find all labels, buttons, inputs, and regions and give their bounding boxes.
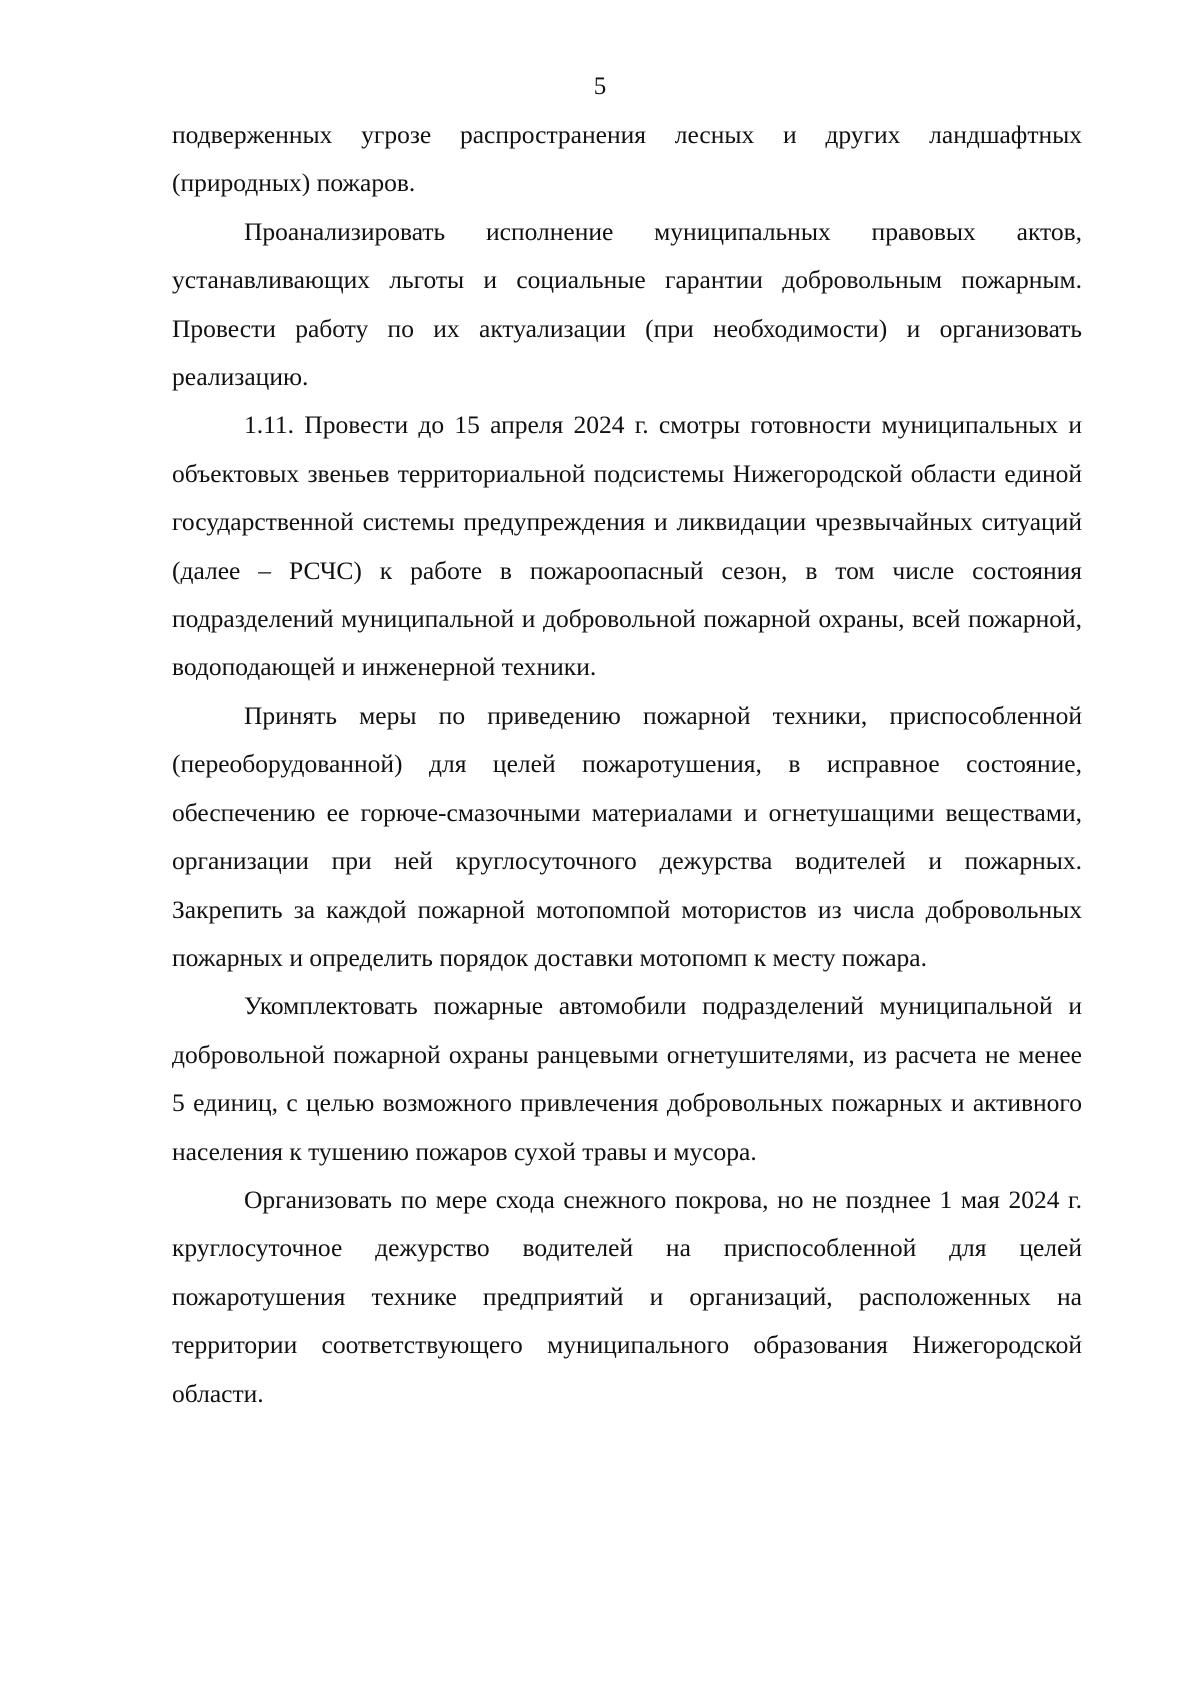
paragraph-continuation: подверженных угрозе распространения лесных и других ландшафтных (природных) пожаров. (172, 120, 1082, 198)
paragraph-1-11-readiness-review: 1.11. Провести до 15 апреля 2024 г. смотры готовности муниципальных и объектовых звеньев территориальной подсистемы Нижегородской области единой государственной системы предупреждения и ликвидации чрезвычайных ситуаций (далее – РСЧС) к работе в пожароопасный сезон, в том числе состояния подразделений муниципальной и добровольной пожарной охраны, всей пожарной, водоподающей и инженерной техники. (172, 410, 1082, 682)
paragraph-duty-organization: Организовать по мере схода снежного покрова, но не позднее 1 мая 2024 г. круглосуточное дежурство водителей на приспособленной для целей пожаротушения технике предприятий и организаций, расположенных на территории соответствующего муниципального образования Нижегородской области. (172, 1184, 1082, 1408)
paragraph-extinguishers: Укомплектовать пожарные автомобили подразделений муниципальной и добровольной пожарной охраны ранцевыми огнетушителями, из расчета не менее 5 единиц, с целью возможного привлечения добровольных пожарных и активного населения к тушению пожаров сухой травы и мусора. (172, 991, 1082, 1166)
document-body (172, 111, 1082, 1418)
paragraph-fire-equipment-measures: Принять меры по приведению пожарной техники, приспособленной (переоборудованной) для целей пожаротушения, в исправное состояние, обеспечению ее горюче-смазочными материалами и огнетушащими веществами, организации при ней круглосуточного дежурства водителей и пожарных. Закрепить за каждой пожарной мотопомпой мотористов из числа добровольных пожарных и определить порядок доставки мотопомп к месту пожара. (172, 700, 1082, 972)
page-number: 5 (593, 73, 607, 100)
paragraph-analyze-legal-acts: Проанализировать исполнение муниципальных правовых актов, устанавливающих льготы и социальные гарантии добровольным пожарным. Провести работу по их актуализации (при необходимости) и организовать реализацию. (172, 216, 1082, 392)
